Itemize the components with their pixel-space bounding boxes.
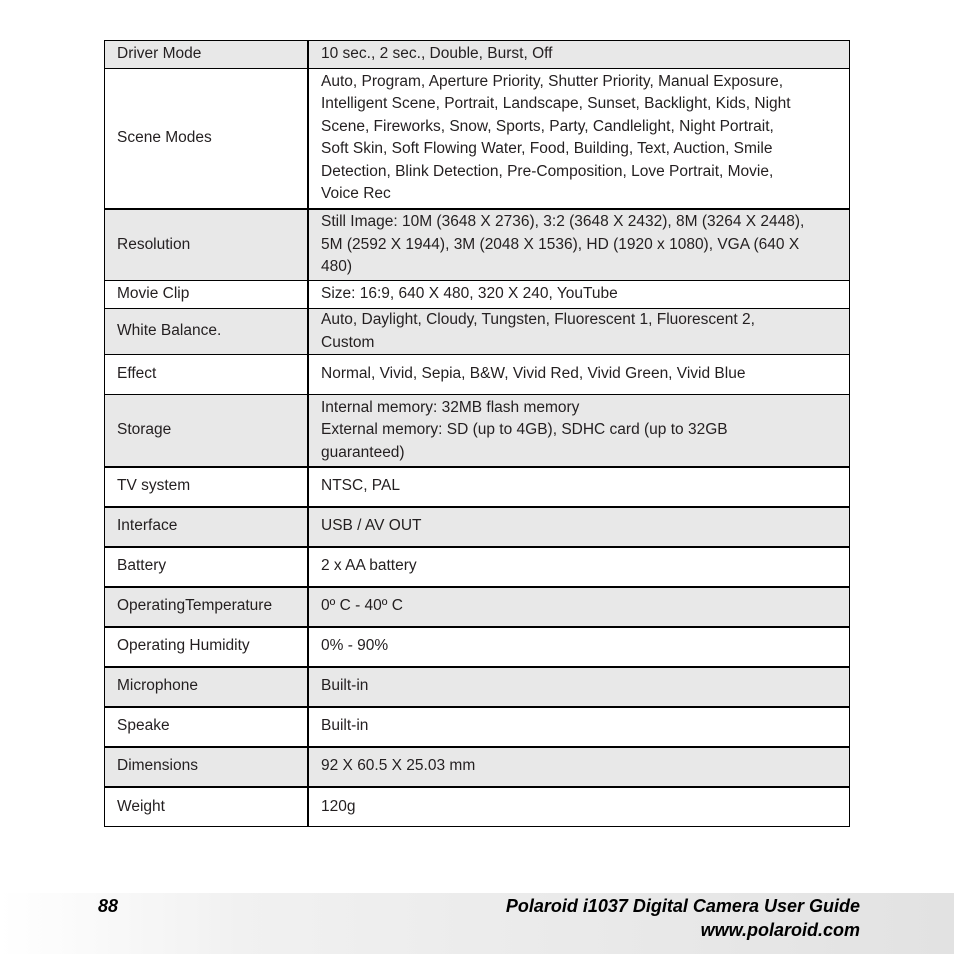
spec-value <box>308 587 850 627</box>
spec-label: Interface <box>105 507 309 547</box>
spec-value <box>308 747 850 787</box>
spec-value <box>308 707 850 747</box>
spec-value <box>308 309 850 355</box>
spec-value-line: Intelligent Scene, Portrait, Landscape, Sunset, Backlight, Kids, Night <box>321 95 791 113</box>
spec-value-line: 120g <box>321 797 356 815</box>
spec-value <box>308 667 850 707</box>
spec-value-line: 5M (2592 X 1944), 3M (2048 X 1536), HD (1920 x 1080), VGA (640 X <box>321 235 800 253</box>
spec-value-line: 0º C - 40º C <box>321 597 403 615</box>
spec-value <box>308 209 850 281</box>
spec-label: Weight <box>105 787 309 827</box>
spec-row <box>105 787 850 827</box>
spec-value-line: guaranteed) <box>321 443 405 461</box>
spec-value-line: 92 X 60.5 X 25.03 mm <box>321 757 476 775</box>
spec-value-line: Voice Rec <box>321 185 391 203</box>
spec-label: Microphone <box>105 667 309 707</box>
spec-value-line: 2 x AA battery <box>321 557 417 575</box>
spec-row <box>105 747 850 787</box>
spec-label: Storage <box>105 395 309 467</box>
spec-value <box>308 467 850 507</box>
spec-label: Speake <box>105 707 309 747</box>
footer-title: Polaroid i1037 Digital Camera User Guide <box>505 896 860 916</box>
spec-value-line: NTSC, PAL <box>321 477 400 495</box>
spec-value <box>308 507 850 547</box>
spec-row <box>105 69 850 209</box>
spec-row <box>105 707 850 747</box>
spec-value-line: 10 sec., 2 sec., Double, Burst, Off <box>321 45 553 63</box>
spec-value-line: Internal memory: 32MB flash memory <box>321 398 580 416</box>
spec-value-line: USB / AV OUT <box>321 517 422 535</box>
spec-label: White Balance. <box>105 309 309 355</box>
spec-row <box>105 309 850 355</box>
spec-label: Driver Mode <box>105 41 309 69</box>
spec-value <box>308 41 850 69</box>
spec-value <box>308 395 850 467</box>
spec-value-line: Soft Skin, Soft Flowing Water, Food, Building, Text, Auction, Smile <box>321 140 773 158</box>
spec-row <box>105 395 850 467</box>
spec-value <box>308 355 850 395</box>
spec-row <box>105 209 850 281</box>
spec-value-line: Detection, Blink Detection, Pre-Composition, Love Portrait, Movie, <box>321 162 774 180</box>
spec-row <box>105 627 850 667</box>
spec-row <box>105 547 850 587</box>
spec-value-line: Custom <box>321 333 375 351</box>
spec-row <box>105 355 850 395</box>
spec-label: Battery <box>105 547 309 587</box>
spec-label: Scene Modes <box>105 69 309 209</box>
footer-url: www.polaroid.com <box>700 920 860 940</box>
spec-label: TV system <box>105 467 309 507</box>
spec-value-line: Still Image: 10M (3648 X 2736), 3:2 (3648 X 2432), 8M (3264 X 2448), <box>321 213 805 230</box>
spec-value <box>308 787 850 827</box>
spec-label: OperatingTemperature <box>105 587 309 627</box>
spec-value <box>308 281 850 309</box>
spec-row <box>105 587 850 627</box>
spec-value-line: Auto, Program, Aperture Priority, Shutter Priority, Manual Exposure, <box>321 72 784 90</box>
spec-value-line: External memory: SD (up to 4GB), SDHC card (up to 32GB <box>321 421 728 438</box>
spec-row <box>105 667 850 707</box>
spec-value-line: Scene, Fireworks, Snow, Sports, Party, Candlelight, Night Portrait, <box>321 117 774 135</box>
spec-label: Dimensions <box>105 747 309 787</box>
spec-row <box>105 507 850 547</box>
spec-value-line: Auto, Daylight, Cloudy, Tungsten, Fluorescent 1, Fluorescent 2, <box>321 311 755 328</box>
page-number: 88 <box>98 896 119 916</box>
spec-value-line: 480) <box>321 258 353 275</box>
spec-value-line: 0% - 90% <box>321 637 389 655</box>
spec-value-line: Size: 16:9, 640 X 480, 320 X 240, YouTube <box>321 285 618 303</box>
spec-row <box>105 41 850 69</box>
spec-value <box>308 627 850 667</box>
spec-value <box>308 547 850 587</box>
spec-value-line: Normal, Vivid, Sepia, B&W, Vivid Red, Vivid Green, Vivid Blue <box>321 365 746 383</box>
spec-row <box>105 281 850 309</box>
spec-label: Resolution <box>105 209 309 281</box>
spec-value-line: Built-in <box>321 677 369 695</box>
spec-label: Movie Clip <box>105 281 309 309</box>
spec-label: Operating Humidity <box>105 627 309 667</box>
spec-table <box>104 40 850 827</box>
spec-value-line: Built-in <box>321 717 369 735</box>
spec-row <box>105 467 850 507</box>
spec-label: Effect <box>105 355 309 395</box>
spec-value <box>308 69 850 209</box>
